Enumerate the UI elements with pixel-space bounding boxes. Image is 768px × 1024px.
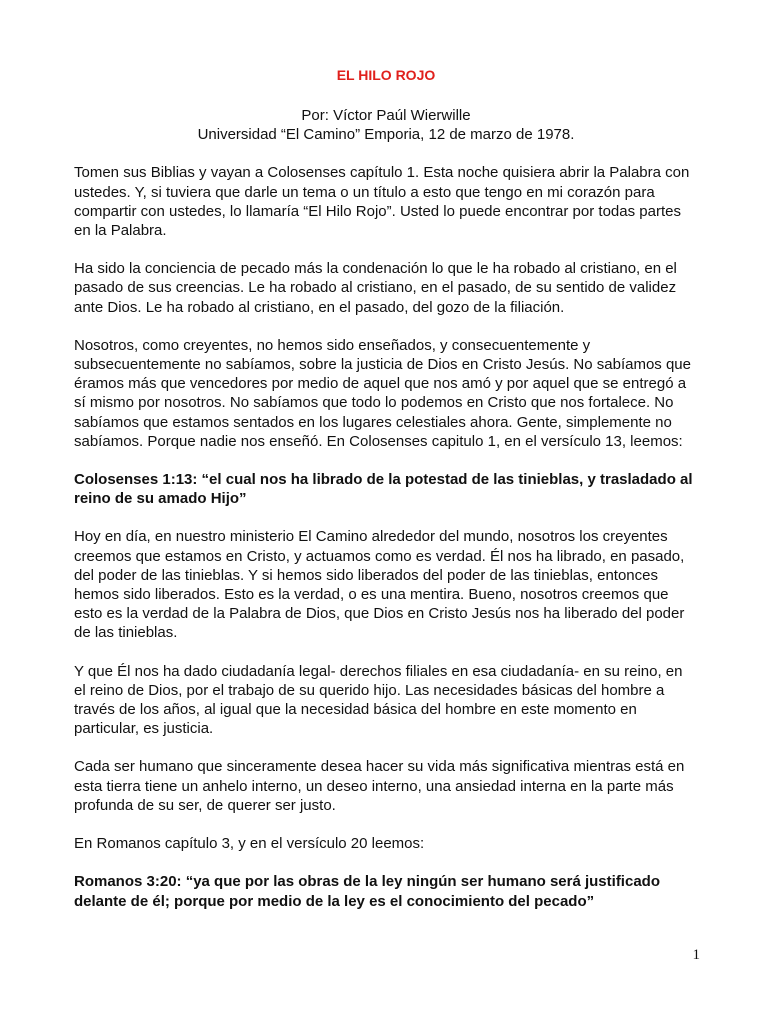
page-number: 1 (692, 947, 700, 963)
byline-place-date: Universidad “El Camino” Emporia, 12 de marzo de 1978. (197, 126, 575, 144)
paragraph: En Romanos capítulo 3, y en el versículo 20 leemos: (74, 835, 425, 853)
paragraph: Ha sido la conciencia de pecado más la condenación lo que le ha robado al cristiano, en el pasado de sus creencias. Le ha robado al cristiano, en el pasado, de su sentido de validez ante Dios. Le ha robado al cristiano, en el pasado, del gozo de la filiación. (74, 260, 677, 316)
document-title: EL HILO ROJO (336, 67, 436, 83)
paragraph: Nosotros, como creyentes, no hemos sido enseñados, y consecuentemente y subsecuentemente no sabíamos, sobre la justicia de Dios en Cristo Jesús. No sabíamos que éramos más que vencedores por medio de aquel que nos amó y por aquel que se entregó a sí mismo por nosotros. No sabíamos que todo lo podemos en Cristo que nos fortalece. No sabíamos que estamos sentados en los lugares celestiales ahora. Gente, simplemente no sabíamos. Porque nadie nos enseñó. En Colosenses capitulo 1, en el versículo 13, leemos: (74, 336, 691, 450)
paragraph: Y que Él nos ha dado ciudadanía legal- derechos filiales en esa ciudadanía- en su reino, en el reino de Dios, por el trabajo de su querido hijo. Las necesidades básicas del hombre a través de los años, al igual que la necesidad básica del hombre en este momento en particular, es justicia. (74, 662, 683, 738)
document-page (74, 66, 698, 930)
bible-verse-quote: Romanos 3:20: “ya que por las obras de la ley ningún ser humano será justificado delante de él; porque por medio de la ley es el conocimiento del pecado” (74, 873, 660, 910)
bible-verse-quote: Colosenses 1:13: “el cual nos ha librado de la potestad de las tinieblas, y trasladado al reino de su amado Hijo” (74, 471, 693, 508)
paragraph: Hoy en día, en nuestro ministerio El Camino alrededor del mundo, nosotros los creyentes creemos que estamos en Cristo, y actuamos como es verdad. Él nos ha librado, en pasado, del poder de las tinieblas. Y si hemos sido liberados del poder de las tinieblas, entonces hemos sido liberados. Esto es la verdad, o es una mentira. Bueno, nosotros creemos que esto es la verdad de la Palabra de Dios, que Dios en Cristo Jesús nos ha liberado del poder de las tinieblas. (74, 528, 685, 642)
paragraph: Tomen sus Biblias y vayan a Colosenses capítulo 1. Esta noche quisiera abrir la Palabra con ustedes. Y, si tuviera que darle un tema o un título a esto que tengo en mi corazón para compartir con ustedes, lo llamaría “El Hilo Rojo”. Usted lo puede encontrar por todas partes en la Palabra. (74, 164, 690, 240)
paragraph: Cada ser humano que sinceramente desea hacer su vida más significativa mientras está en esta tierra tiene un anhelo interno, un deseo interno, una ansiedad interna en la parte más profunda de su ser, de querer ser justo. (74, 758, 685, 814)
byline (74, 106, 698, 144)
byline-author: Por: Víctor Paúl Wierwille (301, 107, 471, 124)
